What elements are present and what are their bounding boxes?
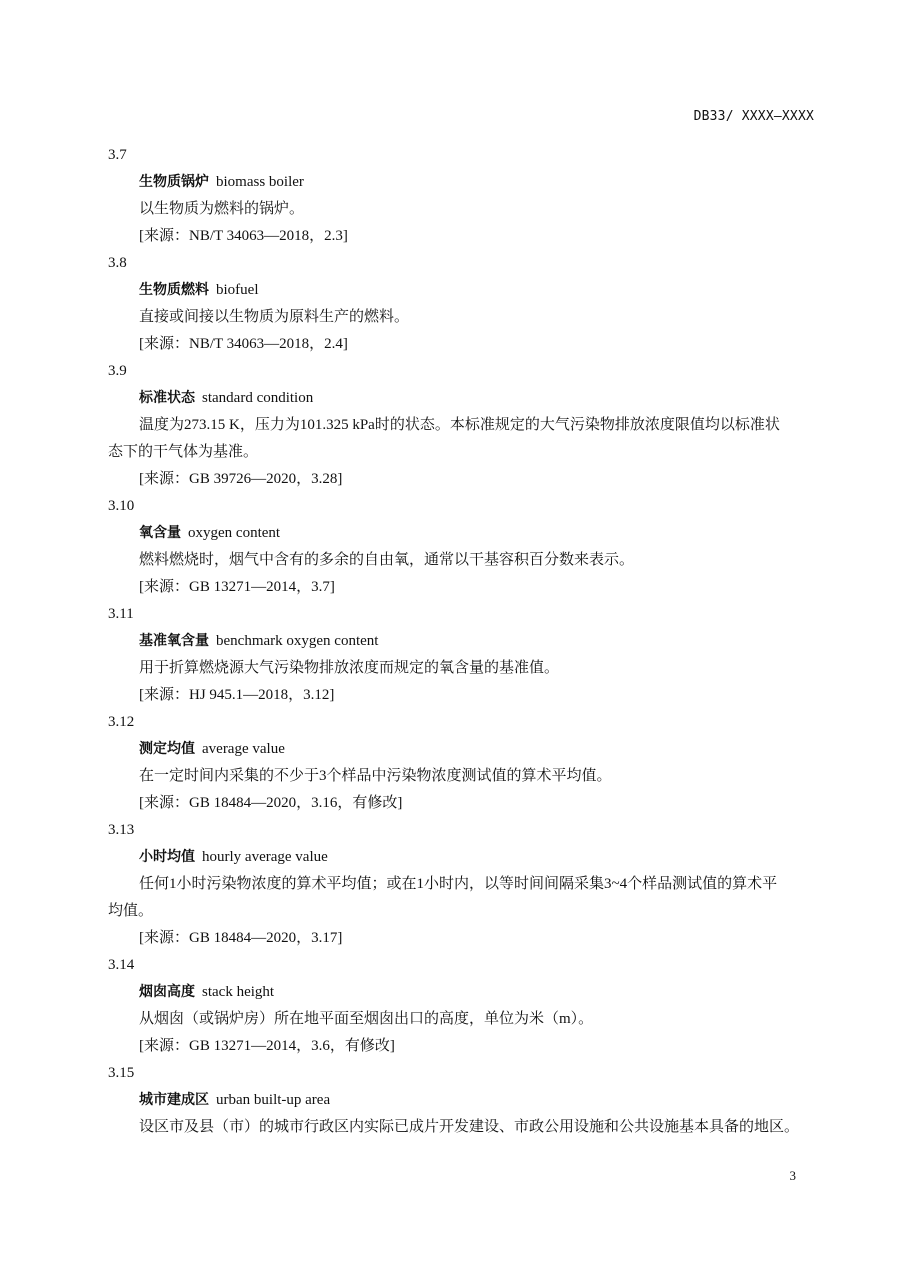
term-title [108,979,820,1006]
term-entry [108,358,820,493]
term-english: biofuel [216,282,259,298]
term-number: 3.14 [108,957,135,973]
term-definition-line-1: 任何1小时污染物浓度的算术平均值；或在1小时内，以等时间间隔采集3~4个样品测试值的算术平 [139,876,778,892]
term-definition: 直接或间接以生物质为原料生产的燃料。 [139,309,410,325]
term-entry [108,142,820,250]
term-source: [来源：HJ 945.1—2018，3.12] [139,687,335,703]
term-english: average value [202,741,285,757]
term-number: 3.15 [108,1065,135,1081]
term-entry [108,601,820,709]
terms-section [108,142,820,1141]
term-entry [108,952,820,1060]
term-entry [108,1060,820,1141]
term-definition: 从烟囱（或锅炉房）所在地平面至烟囱出口的高度，单位为米（m）。 [139,1011,594,1027]
term-definition: 以生物质为燃料的锅炉。 [139,201,305,217]
term-title [108,169,820,196]
term-chinese: 氧含量 [139,525,181,541]
term-chinese: 标准状态 [139,390,195,406]
term-entry [108,709,820,817]
term-chinese: 基准氧含量 [139,633,209,649]
term-english: standard condition [202,390,314,406]
term-definition: 燃料燃烧时，烟气中含有的多余的自由氧，通常以干基容积百分数来表示。 [139,552,635,568]
term-entry [108,250,820,358]
term-title [108,844,820,871]
term-entry [108,493,820,601]
term-number: 3.11 [108,606,134,622]
term-title [108,628,820,655]
term-source: [来源：NB/T 34063—2018，2.4] [139,336,348,352]
term-source: [来源：GB 13271—2014，3.7] [139,579,335,595]
document-code: DB33/ XXXX—XXXX [693,109,814,124]
term-english: benchmark oxygen content [216,633,379,649]
page-number: 3 [789,1168,796,1183]
term-number: 3.8 [108,255,127,271]
term-source: [来源：NB/T 34063—2018，2.3] [139,228,348,244]
term-chinese: 城市建成区 [139,1092,209,1108]
term-chinese: 烟囱高度 [139,984,195,1000]
term-number: 3.12 [108,714,135,730]
term-english: stack height [202,984,275,1000]
term-english: urban built-up area [216,1092,331,1108]
term-number: 3.13 [108,822,135,838]
term-title [108,520,820,547]
term-title [108,385,820,412]
term-source: [来源：GB 18484—2020，3.17] [139,930,343,946]
term-definition-line-2: 态下的干气体为基准。 [108,444,259,460]
term-number: 3.9 [108,363,127,379]
term-number: 3.7 [108,147,127,163]
term-definition-line-1: 温度为273.15 K，压力为101.325 kPa时的状态。本标准规定的大气污染物排放浓度限值均以标准状 [139,417,780,433]
term-title [108,1087,820,1114]
term-chinese: 测定均值 [139,741,195,757]
term-number: 3.10 [108,498,135,514]
term-source: [来源：GB 13271—2014，3.6，有修改] [139,1038,395,1054]
term-english: oxygen content [188,525,281,541]
term-definition-line-2: 均值。 [108,903,154,919]
term-english: hourly average value [202,849,328,865]
term-chinese: 小时均值 [139,849,195,865]
term-chinese: 生物质燃料 [139,282,209,298]
term-entry [108,817,820,952]
term-chinese: 生物质锅炉 [139,174,209,190]
term-source: [来源：GB 39726—2020，3.28] [139,471,343,487]
term-definition: 设区市及县（市）的城市行政区内实际已成片开发建设、市政公用设施和公共设施基本具备的地区。 [139,1119,800,1135]
term-source: [来源：GB 18484—2020，3.16，有修改] [139,795,403,811]
term-title [108,277,820,304]
term-english: biomass boiler [216,174,304,190]
term-definition: 用于折算燃烧源大气污染物排放浓度而规定的氧含量的基准值。 [139,660,560,676]
term-title [108,736,820,763]
term-definition: 在一定时间内采集的不少于3个样品中污染物浓度测试值的算术平均值。 [139,768,612,784]
